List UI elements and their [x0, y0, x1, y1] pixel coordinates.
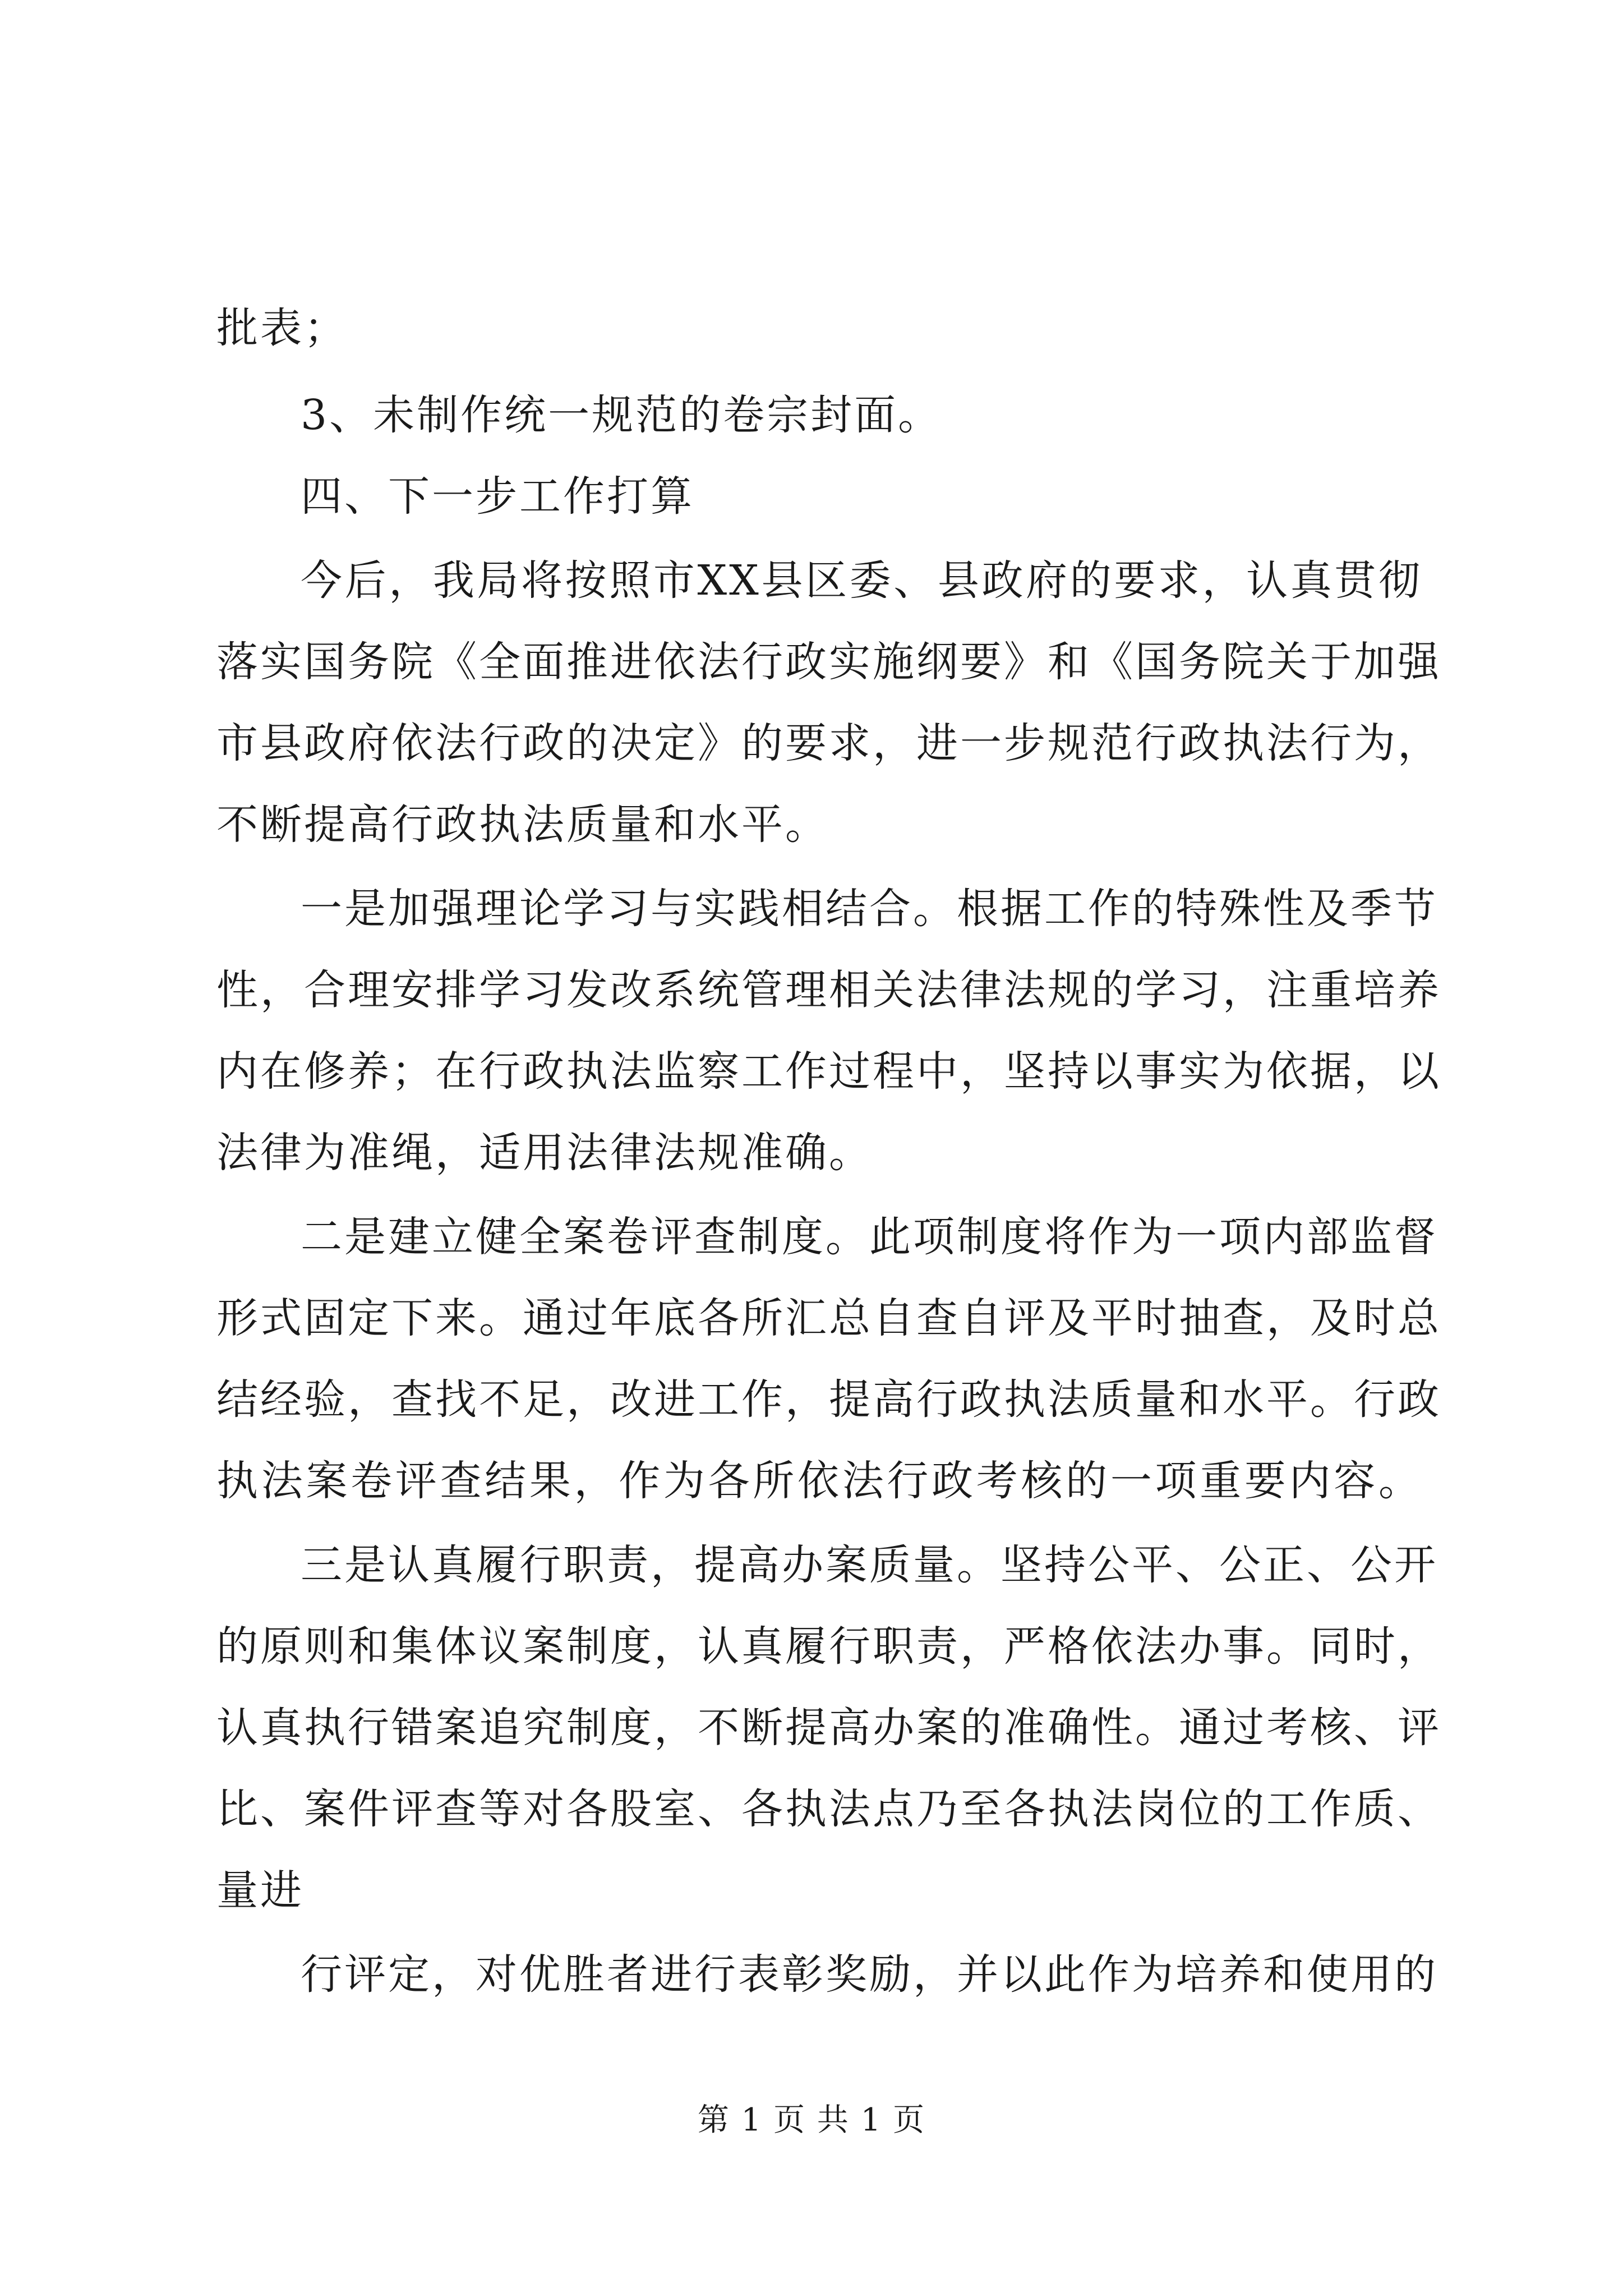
text-line: 执法案卷评查结果，作为各所依法行政考核的一项重要内容。 [216, 1457, 1422, 1505]
text-line: 二是建立健全案卷评查制度。此项制度将作为一项内部监督 [301, 1213, 1438, 1261]
text-line: 落实国务院《全面推进依法行政实施纲要》和《国务院关于加强 [216, 638, 1441, 686]
text-line: 性，合理安排学习发改系统管理相关法律法规的学习，注重培养 [216, 966, 1441, 1014]
text-line: 形式固定下来。通过年底各所汇总自查自评及平时抽查，及时总 [216, 1294, 1441, 1342]
text-line: 3、未制作统一规范的卷宗封面。 [301, 391, 942, 439]
text-line: 量进 [216, 1866, 304, 1915]
text-line: 的原则和集体议案制度，认真履行职责，严格依法办事。同时， [216, 1622, 1441, 1671]
text-line: 认真执行错案追究制度，不断提高办案的准确性。通过考核、评 [216, 1704, 1441, 1752]
text-line: 结经验，查找不足，改进工作，提高行政执法质量和水平。行政 [216, 1375, 1441, 1424]
text-line: 批表； [216, 304, 348, 352]
text-line: 今后，我局将按照市XX县区委、县政府的要求，认真贯彻 [301, 556, 1422, 605]
text-line: 法律为准绳，适用法律法规准确。 [216, 1129, 873, 1177]
page-footer: 第 1 页 共 1 页 [697, 2102, 926, 2138]
text-line: 行评定，对优胜者进行表彰奖励，并以此作为培养和使用的 [301, 1950, 1438, 1999]
text-line: 三是认真履行职责，提高办案质量。坚持公平、公正、公开 [301, 1541, 1438, 1589]
section-heading: 四、下一步工作打算 [301, 472, 694, 521]
text-line: 市县政府依法行政的决定》的要求，进一步规范行政执法行为， [216, 719, 1441, 767]
text-line: 比、案件评查等对各股室、各执法点乃至各执法岗位的工作质、 [216, 1785, 1441, 1833]
text-line: 一是加强理论学习与实践相结合。根据工作的特殊性及季节 [301, 885, 1438, 933]
text-line: 内在修养；在行政执法监察工作过程中，坚持以事实为依据，以 [216, 1047, 1441, 1096]
text-line: 不断提高行政执法质量和水平。 [216, 800, 829, 849]
